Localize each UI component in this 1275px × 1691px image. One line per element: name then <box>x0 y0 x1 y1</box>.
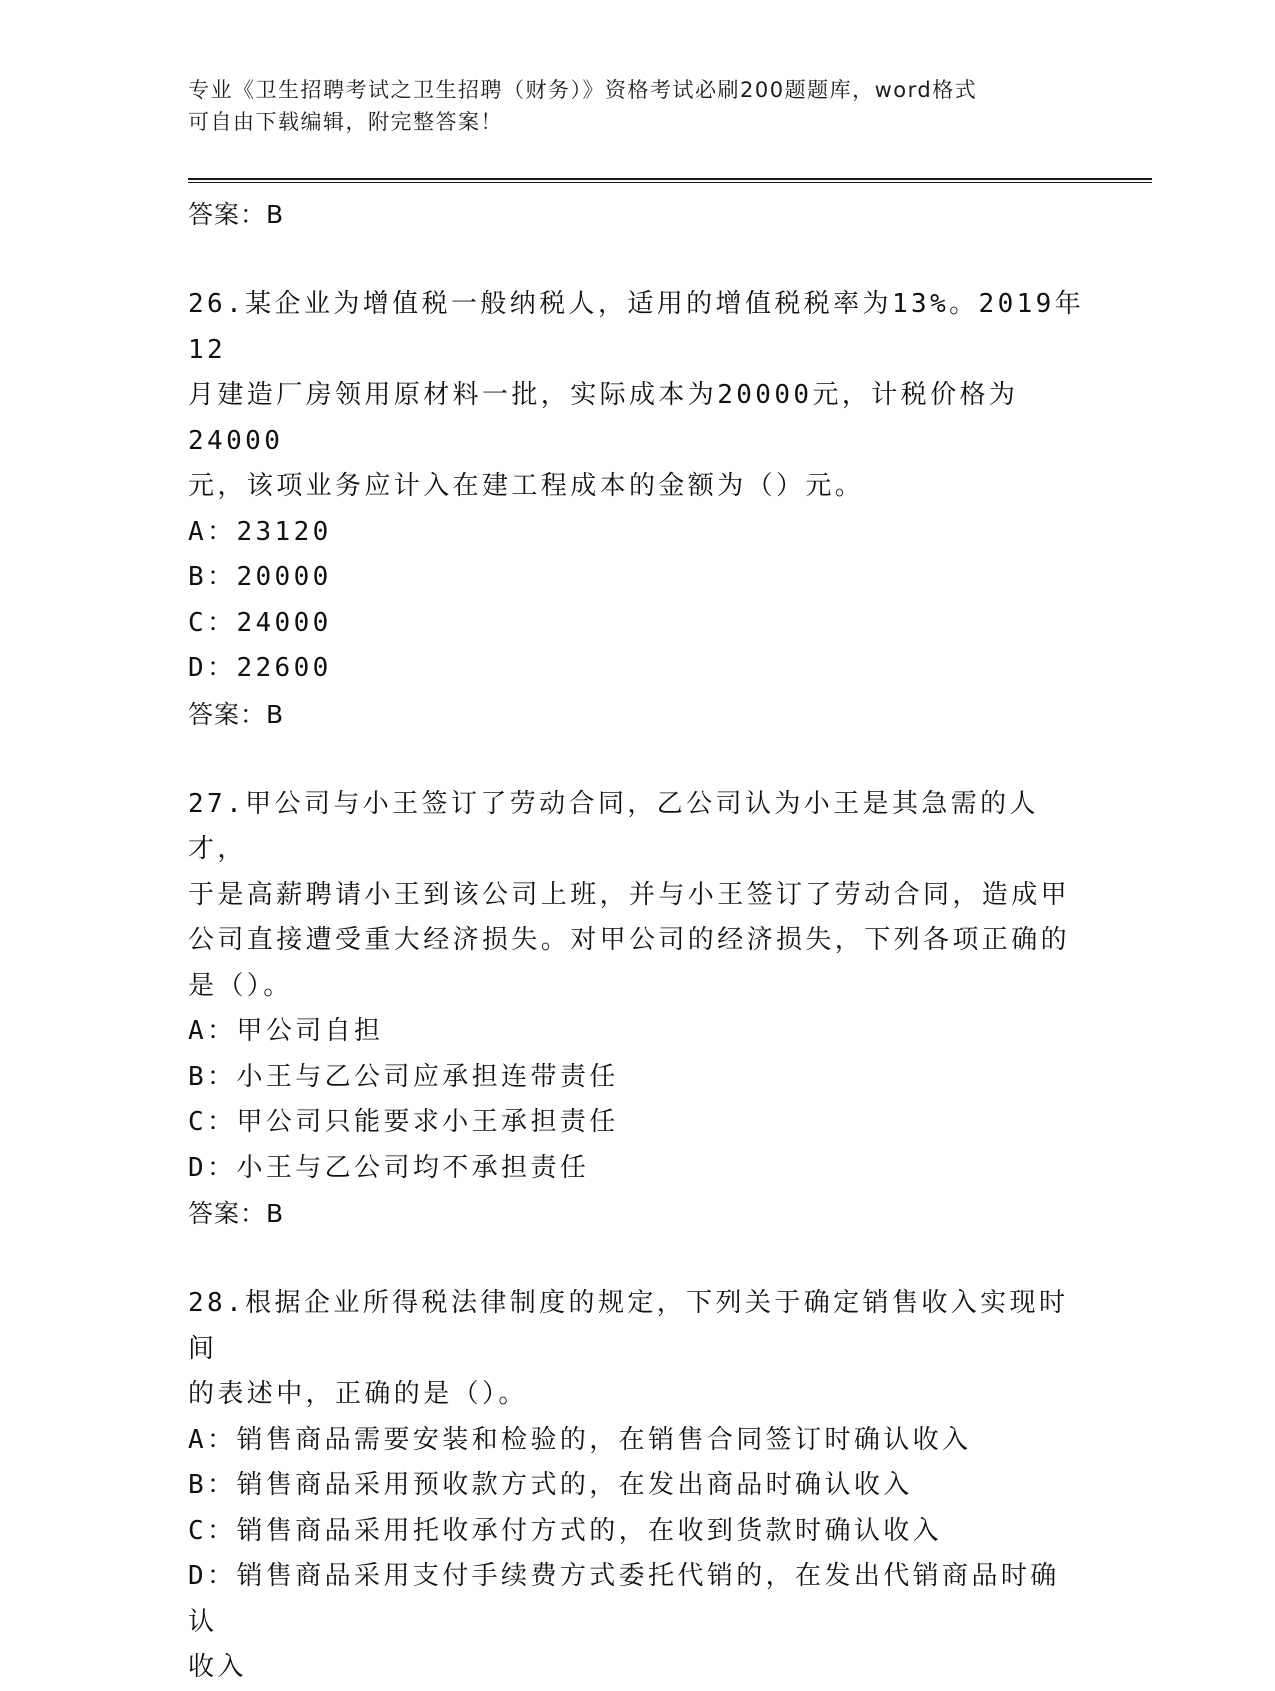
option-d: D：销售商品采用支付手续费方式委托代销的，在发出代销商品时确认 <box>188 1561 1060 1637</box>
option-a: A：23120 <box>188 516 332 547</box>
option-b: B：销售商品采用预收款方式的，在发出商品时确认收入 <box>188 1470 913 1500</box>
question-line: 于是高薪聘请小王到该公司上班，并与小王签订了劳动合同，造成甲 <box>188 879 1071 910</box>
question-28-text <box>188 1281 1088 1418</box>
option-d: D：小王与乙公司均不承担责任 <box>188 1152 590 1183</box>
question-28 <box>188 1281 1088 1691</box>
question-line: 公司直接遭受重大经济损失。对甲公司的经济损失，下列各项正确的 <box>188 925 1071 955</box>
answer-26: 答案：B <box>188 699 285 729</box>
option-c: C：销售商品采用托收承付方式的，在收到货款时确认收入 <box>188 1515 943 1546</box>
header-divider-thin <box>188 182 1152 183</box>
question-26 <box>188 282 1088 692</box>
option-c: C：24000 <box>188 607 332 638</box>
answer-27: 答案：B <box>188 1199 285 1228</box>
question-line: 28.根据企业所得税法律制度的规定，下列关于确定销售收入实现时间 <box>188 1288 1069 1364</box>
spacer <box>188 237 1088 282</box>
question-line: 月建造厂房领用原材料一批，实际成本为20000元，计税价格为24000 <box>188 380 1019 456</box>
option-a: A：销售商品需要安装和检验的，在销售合同签订时确认收入 <box>188 1424 972 1455</box>
option-a: A：甲公司自担 <box>188 1016 384 1046</box>
question-26-text <box>188 282 1088 510</box>
header-line-1: 专业《卫生招聘考试之卫生招聘（财务）》资格考试必刷200题题库，word格式 <box>188 78 978 102</box>
question-line: 是（）。 <box>188 970 293 1001</box>
question-line: 26.某企业为增值税一般纳税人，适用的增值税税率为13%。2019年12 <box>188 289 1085 365</box>
document-header <box>188 74 1068 138</box>
option-c: C：甲公司只能要求小王承担责任 <box>188 1107 619 1137</box>
question-line: 27.甲公司与小王签订了劳动合同，乙公司认为小王是其急需的人才， <box>188 788 1039 864</box>
header-line-2: 可自由下载编辑，附完整答案！ <box>188 110 503 134</box>
header-divider-thick <box>188 178 1152 180</box>
question-27-text <box>188 782 1088 1010</box>
option-d: D：22600 <box>188 653 332 683</box>
spacer <box>188 1236 1088 1281</box>
option-b: B：小王与乙公司应承担连带责任 <box>188 1061 619 1092</box>
question-list <box>188 192 1088 1691</box>
spacer <box>188 737 1088 782</box>
option-b: B：20000 <box>188 562 332 592</box>
question-line: 元，该项业务应计入在建工程成本的金额为（）元。 <box>188 471 865 501</box>
question-27 <box>188 782 1088 1192</box>
answer-25: 答案：B <box>188 200 285 229</box>
question-line: 的表述中，正确的是（）。 <box>188 1379 528 1409</box>
option-d-continued: 收入 <box>188 1652 247 1682</box>
